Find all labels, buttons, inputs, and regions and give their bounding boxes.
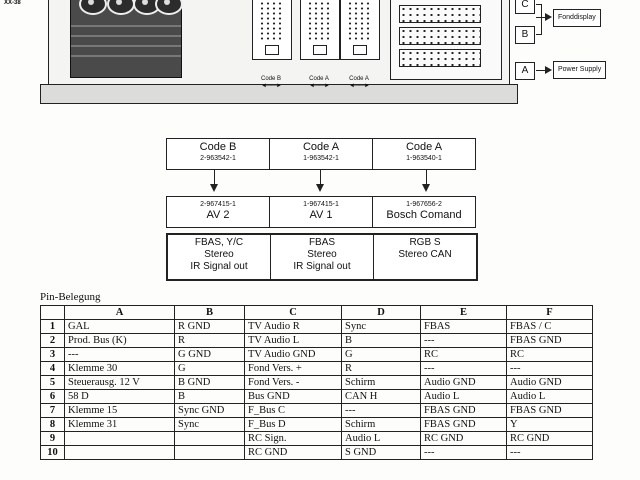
pin-number: 1: [41, 320, 65, 334]
code-a1-column: [270, 141, 372, 163]
connector-arrow: ◄——►: [261, 83, 281, 89]
pin-cell: Audio L: [342, 432, 421, 446]
pin-cell: Schirm: [342, 376, 421, 390]
column-header: C: [245, 306, 342, 320]
pin-cell: FBAS: [421, 320, 507, 334]
signal-line: Stereo CAN: [398, 249, 452, 260]
antenna-jack-icon: [79, 0, 107, 15]
pin-cell: TV Audio GND: [245, 348, 342, 362]
signal-line: Stereo: [204, 249, 234, 260]
pin-cell: Audio L: [421, 390, 507, 404]
pin-number: 3: [41, 348, 65, 362]
signal-line: IR Signal out: [293, 261, 351, 272]
pin-cell: ---: [507, 446, 593, 460]
connector-arrow: ◄——►: [309, 83, 329, 89]
column-header: B: [175, 306, 245, 320]
pin-cell: Y: [507, 418, 593, 432]
pin-cell: G: [175, 362, 245, 376]
signal-line: FBAS: [308, 237, 336, 248]
pin-cell: [65, 446, 175, 460]
signal-line: IR Signal out: [190, 261, 248, 272]
pin-cell: R GND: [175, 320, 245, 334]
arrow-down-icon: [422, 184, 430, 192]
arrow-down-icon: [210, 184, 218, 192]
signal-line: Stereo: [307, 249, 337, 260]
signal-line: RGB S: [409, 237, 441, 248]
unit-corner-label: XX-38: [4, 0, 21, 6]
table-row: [41, 362, 593, 376]
pin-number: 5: [41, 376, 65, 390]
pin-cell: R: [342, 362, 421, 376]
antenna-jack-icon: [155, 0, 183, 15]
power-supply-label: Power Supply: [553, 61, 606, 79]
pin-cell: [175, 446, 245, 460]
column-header: F: [507, 306, 593, 320]
pin-number: 4: [41, 362, 65, 376]
pin-cell: Bus GND: [245, 390, 342, 404]
pin-cell: ---: [342, 404, 421, 418]
code-name: Code A: [405, 141, 443, 153]
table-row: [41, 320, 593, 334]
pin-cell: ---: [421, 362, 507, 376]
table-row: [41, 390, 593, 404]
code-b-column: [167, 141, 269, 163]
pin-cell: G GND: [175, 348, 245, 362]
pin-cell: G: [342, 348, 421, 362]
pin-cell: TV Audio L: [245, 334, 342, 348]
pin-cell: CAN H: [342, 390, 421, 404]
pin-number: 7: [41, 404, 65, 418]
port-c-box: C: [515, 0, 535, 14]
target-part-number: 2-967415-1: [200, 201, 236, 208]
main-connector-block: [390, 0, 502, 80]
target-name: AV 1: [309, 209, 333, 221]
code-header-box: [166, 138, 476, 170]
code-part-number: 2-963542-1: [200, 155, 236, 162]
pin-number: 10: [41, 446, 65, 460]
pin-cell: Sync: [175, 418, 245, 432]
port-b-box: B: [515, 26, 535, 44]
pin-cell: GAL: [65, 320, 175, 334]
pin-cell: ---: [421, 334, 507, 348]
pin-cell: RC: [507, 348, 593, 362]
arrow-right-icon: [545, 13, 552, 21]
table-row: [41, 348, 593, 362]
pin-cell: RC: [421, 348, 507, 362]
pin-cell: Prod. Bus (K): [65, 334, 175, 348]
pin-cell: Schirm: [342, 418, 421, 432]
pin-cell: Sync GND: [175, 404, 245, 418]
pin-table-header: [41, 306, 593, 320]
pin-cell: RC GND: [421, 432, 507, 446]
pin-cell: R: [175, 334, 245, 348]
target-box: [166, 196, 476, 228]
code-name: Code A: [302, 141, 340, 153]
pin-cell: [65, 432, 175, 446]
table-row: [41, 418, 593, 432]
pin-cell: Steuerausg. 12 V: [65, 376, 175, 390]
pin-cell: B GND: [175, 376, 245, 390]
connector-label: Code B: [260, 76, 281, 82]
pin-cell: RC GND: [245, 446, 342, 460]
pin-cell: F_Bus C: [245, 404, 342, 418]
pin-cell: Audio GND: [507, 376, 593, 390]
connector-label: Code A: [309, 76, 329, 82]
target-name: AV 2: [206, 209, 230, 221]
pin-cell: Klemme 31: [65, 418, 175, 432]
code-part-number: 1-963540-1: [406, 155, 442, 162]
pin-cell: Audio GND: [421, 376, 507, 390]
pin-cell: 58 D: [65, 390, 175, 404]
code-a2-column: [373, 141, 475, 163]
pin-cell: B: [342, 334, 421, 348]
table-row: [41, 334, 593, 348]
fonddisplay-label: Fonddisplay: [553, 9, 601, 27]
pin-cell: Fond Vers. +: [245, 362, 342, 376]
pin-cell: FBAS GND: [421, 404, 507, 418]
pin-cell: Klemme 30: [65, 362, 175, 376]
table-row: [41, 404, 593, 418]
pin-cell: FBAS GND: [507, 404, 593, 418]
pin-cell: B: [175, 390, 245, 404]
target-part-number: 1-967656-2: [406, 201, 442, 208]
pin-cell: FBAS GND: [507, 334, 593, 348]
pin-cell: ---: [65, 348, 175, 362]
connector-code-b: [252, 0, 292, 60]
code-name: Code B: [199, 141, 237, 153]
connector-code-a-2: [340, 0, 380, 60]
table-row: [41, 376, 593, 390]
arrow-right-icon: [545, 66, 552, 74]
column-header: [41, 306, 65, 320]
pin-number: 9: [41, 432, 65, 446]
pin-cell: ---: [507, 362, 593, 376]
pin-cell: S GND: [342, 446, 421, 460]
column-header: A: [65, 306, 175, 320]
pin-cell: FBAS / C: [507, 320, 593, 334]
pin-cell: [175, 432, 245, 446]
pin-cell: Sync: [342, 320, 421, 334]
antenna-jack-block: [70, 0, 182, 78]
pin-cell: ---: [421, 446, 507, 460]
pin-cell: FBAS GND: [421, 418, 507, 432]
target-name: Bosch Comand: [386, 209, 462, 221]
arrow-down-icon: [316, 184, 324, 192]
pin-number: 8: [41, 418, 65, 432]
pin-table-title: Pin-Belegung: [40, 291, 101, 303]
connector-label: Code A: [349, 76, 369, 82]
pin-number: 6: [41, 390, 65, 404]
signal-line: FBAS, Y/C: [194, 237, 244, 248]
column-header: D: [342, 306, 421, 320]
code-part-number: 1-963542-1: [303, 155, 339, 162]
connector-code-a-1: [300, 0, 340, 60]
target-part-number: 1-967415-1: [303, 201, 339, 208]
pin-cell: TV Audio R: [245, 320, 342, 334]
pin-cell: RC GND: [507, 432, 593, 446]
connector-arrow: ◄——►: [349, 83, 369, 89]
pin-cell: Audio L: [507, 390, 593, 404]
pin-cell: RC Sign.: [245, 432, 342, 446]
column-header: E: [421, 306, 507, 320]
pin-table: [40, 305, 593, 460]
pin-cell: F_Bus D: [245, 418, 342, 432]
port-a-box: A: [515, 62, 535, 80]
signal-box: [166, 233, 478, 281]
table-row: [41, 432, 593, 446]
pin-number: 2: [41, 334, 65, 348]
table-row: [41, 446, 593, 460]
pin-cell: Fond Vers. -: [245, 376, 342, 390]
pin-cell: Klemme 15: [65, 404, 175, 418]
antenna-jack-icon: [107, 0, 135, 15]
